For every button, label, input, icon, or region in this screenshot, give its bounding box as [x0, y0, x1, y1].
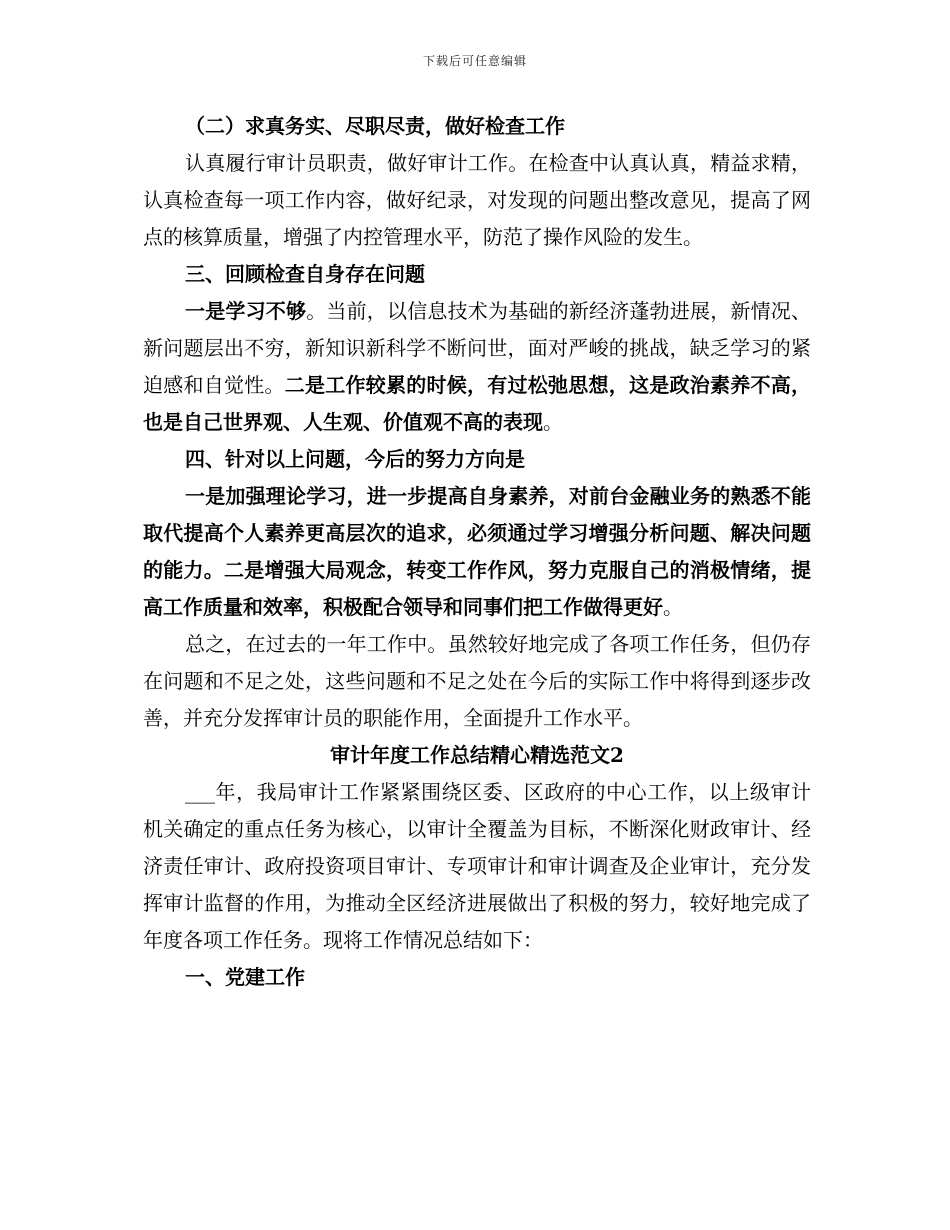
document-body [143, 108, 811, 996]
bold-phrase: 二是工作较累的时候，有过松弛思想，这是政治素养不高，也是自己世界观、人生观、价值观不高的表现 [143, 373, 811, 434]
text-run: 。 [663, 595, 683, 619]
paragraph-intro-2: ___年，我局审计工作紧紧围绕区委、区政府的中心工作，以上级审计机关确定的重点任务为核心，以审计全覆盖为目标，不断深化财政审计、经济责任审计、政府投资项目审计、专项审计和审计调查及企业审计，充分发挥审计监督的作用，为推动全区经济进展做出了积极的努力，较好地完成了年度各项工作任务。现将工作情况总结如下： [143, 780, 811, 952]
paragraph-summary: 总之，在过去的一年工作中。虽然较好地完成了各项工作任务，但仍存在问题和不足之处，这些问题和不足之处在今后的实际工作中将得到逐步改善，并充分发挥审计员的职能作用，全面提升工作水平。 [143, 632, 811, 730]
article-title-2: 审计年度工作总结精心精选范文2 [330, 743, 624, 767]
text-run: 。 [543, 410, 563, 434]
bold-phrase: 一是学习不够 [185, 299, 307, 323]
text-run: 。当前，以信息技术为基础的新经济蓬勃进展，新情况、新问题层出不穷，新知识新科学不断问世，面对严峻的挑战，缺乏学习的紧迫感和自觉性。 [143, 299, 812, 397]
section-heading-4: 四、针对以上问题，今后的努力方向是 [185, 447, 525, 471]
page-header-note: 下载后可任意编辑 [422, 54, 527, 68]
section-heading-2: （二）求真务实、尽职尽责，做好检查工作 [185, 114, 565, 138]
bold-phrase: 一是加强理论学习，进一步提高自身素养，对前台金融业务的熟悉不能取代提高个人素养更高层次的追求，必须通过学习增强分析问题、解决问题的能力。二是增强大局观念，转变工作作风，努力克服自己的消极情绪，提高工作质量和效率，积极配合领导和同事们把工作做得更好 [143, 484, 811, 619]
section-heading-3: 三、回顾检查自身存在问题 [185, 262, 425, 286]
paragraph: 认真履行审计员职责，做好审计工作。在检查中认真认真，精益求精，认真检查每一项工作内容，做好纪录，对发现的问题出整改意见，提高了网点的核算质量，增强了内控管理水平，防范了操作风险的发生。 [143, 151, 811, 249]
paragraph-directions [143, 478, 811, 626]
paragraph-self-review [143, 293, 811, 441]
section-heading-party: 一、党建工作 [185, 965, 305, 989]
